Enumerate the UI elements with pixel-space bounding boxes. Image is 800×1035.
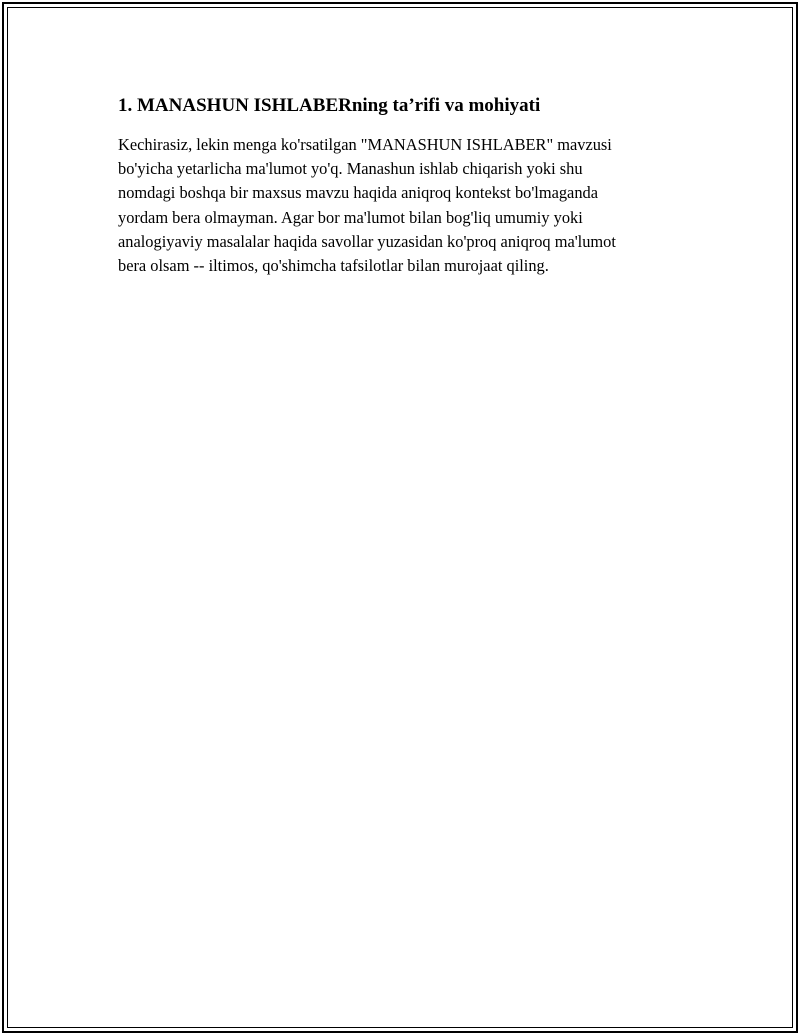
document-content [118,94,683,278]
paragraph-line: nomdagi boshqa bir maxsus mavzu haqida aniqroq kontekst bo'lmaganda [118,183,599,203]
paragraph-line: bo'yicha yetarlicha ma'lumot yo'q. Manashun ishlab chiqarish yoki shu [118,159,583,179]
paragraph-line: analogiyaviy masalalar haqida savollar yuzasidan ko'proq aniqroq ma'lumot [118,231,616,251]
section-heading: 1. MANASHUN ISHLABERning ta’rifi va mohiyati [118,95,541,116]
paragraph-line: yordam bera olmayman. Agar bor ma'lumot bilan bog'liq umumiy yoki [118,207,583,227]
body-paragraph [118,133,683,278]
paragraph-line: bera olsam -- iltimos, qo'shimcha tafsilotlar bilan murojaat qiling. [118,256,549,276]
paragraph-line: Kechirasiz, lekin menga ko'rsatilgan "MANASHUN ISHLABER" mavzusi [118,135,612,154]
